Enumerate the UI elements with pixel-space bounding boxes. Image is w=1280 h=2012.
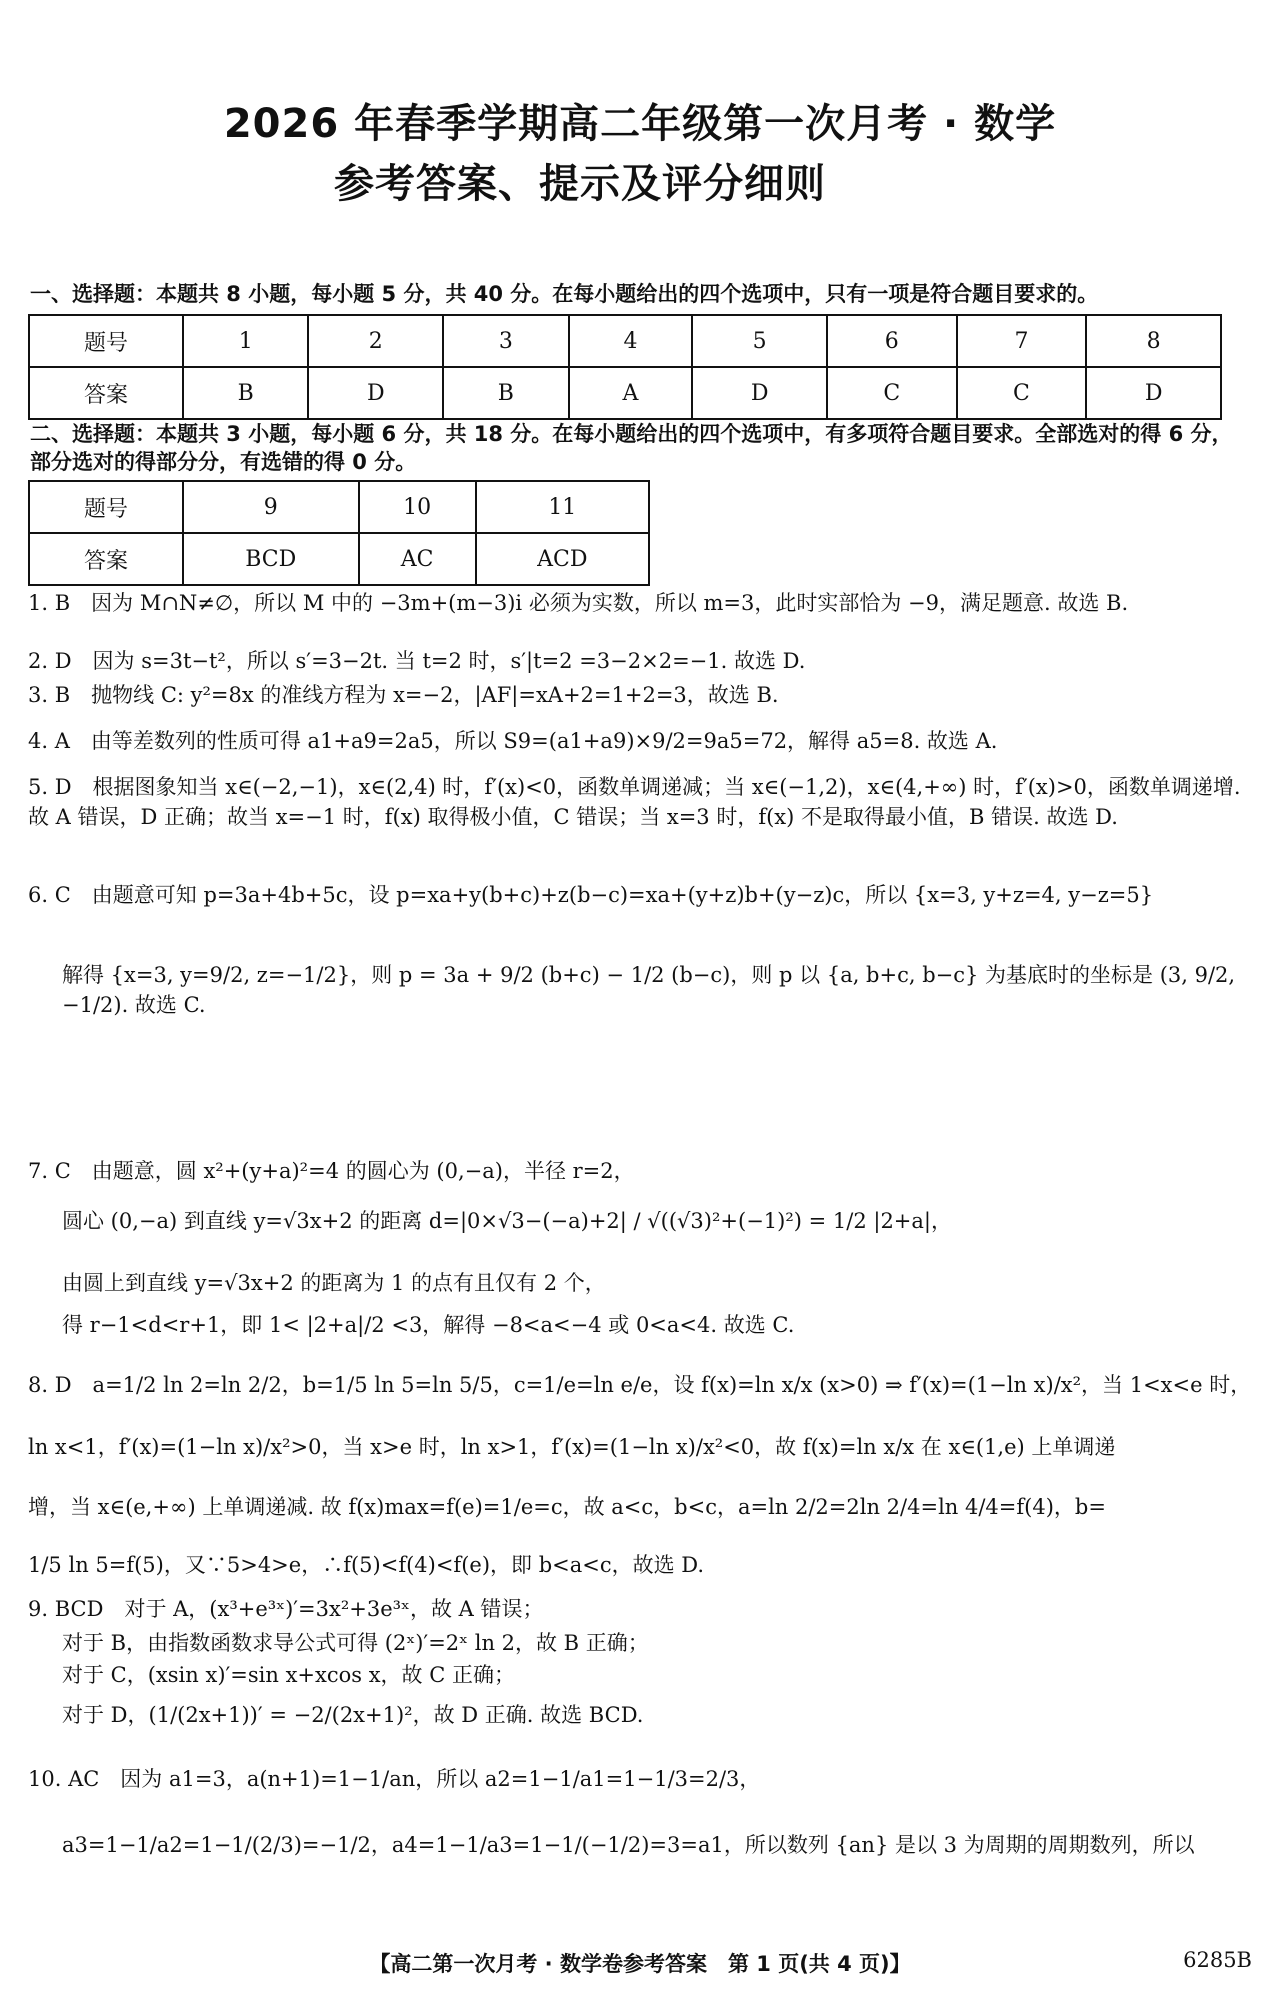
table-cell: C	[957, 367, 1087, 419]
page-footer: 【高二第一次月考 · 数学卷参考答案 第 1 页(共 4 页)】	[369, 1952, 911, 1976]
answer-3: 3. B 抛物线 C: y²=8x 的准线方程为 x=−2，|AF|=xA+2=1+2=3，故选 B.	[28, 683, 779, 707]
table-row	[29, 367, 1221, 419]
page-title: 2026 年春季学期高二年级第一次月考 · 数学	[223, 101, 1057, 147]
table-cell: 1	[183, 315, 308, 367]
table-cell: C	[827, 367, 957, 419]
table-row	[29, 481, 649, 533]
table-cell: 6	[827, 315, 957, 367]
table-cell: B	[443, 367, 568, 419]
paper-code: 6285B	[1183, 1948, 1252, 1972]
answer-9-line-3: 对于 C，(xsin x)′=sin x+xcos x，故 C 正确；	[62, 1663, 515, 1687]
answer-table-1	[28, 314, 1222, 420]
table-cell: 10	[359, 481, 476, 533]
answer-9: 9. BCD 对于 A，(x³+e³ˣ)′=3x²+3e³ˣ，故 A 错误；	[28, 1597, 544, 1621]
table-cell: 题号	[29, 481, 183, 533]
table-cell: D	[308, 367, 443, 419]
table-cell: ACD	[476, 533, 649, 585]
answer-table-2	[28, 480, 650, 586]
table-cell: 2	[308, 315, 443, 367]
answer-7: 7. C 由题意，圆 x²+(y+a)²=4 的圆心为 (0,−a)，半径 r=2，	[28, 1159, 635, 1183]
table-cell: A	[569, 367, 693, 419]
table-cell: 3	[443, 315, 568, 367]
answer-7-line-4: 得 r−1<d<r+1，即 1< |2+a|/2 <3，解得 −8<a<−4 或 0<a<4. 故选 C.	[62, 1313, 795, 1337]
table-cell: BCD	[183, 533, 359, 585]
answer-10: 10. AC 因为 a1=3，a(n+1)=1−1/an，所以 a2=1−1/a1=1−1/3=2/3，	[28, 1767, 761, 1791]
answer-7-line-3: 由圆上到直线 y=√3x+2 的距离为 1 的点有且仅有 2 个，	[62, 1271, 606, 1295]
page-subtitle: 参考答案、提示及评分细则	[334, 161, 826, 207]
answer-1: 1. B 因为 M∩N≠∅，所以 M 中的 −3m+(m−3)i 必须为实数，所以 m=3，此时实部恰为 −9，满足题意. 故选 B.	[28, 591, 1129, 615]
answer-5: 5. D 根据图象知当 x∈(−2,−1)，x∈(2,4) 时，f′(x)<0，函数单调递减；当 x∈(−1,2)，x∈(4,+∞) 时，f′(x)>0，函数单调递增. 故 A 错误，D 正确；故当 x=−1 时，f(x) 取得极小值，C 错误；当 x=3 时，f(x) 不是取得最小值，B 错误. 故选 D.	[28, 775, 1241, 829]
table-cell: 9	[183, 481, 359, 533]
table-cell: 5	[692, 315, 827, 367]
table-cell: 8	[1086, 315, 1221, 367]
answer-9-line-4: 对于 D，(1/(2x+1))′ = −2/(2x+1)²，故 D 正确. 故选 BCD.	[62, 1703, 644, 1727]
table-cell: 11	[476, 481, 649, 533]
answer-10-line-2: a3=1−1/a2=1−1/(2/3)=−1/2，a4=1−1/a3=1−1/(−1/2)=3=a1，所以数列 {an} 是以 3 为周期的周期数列，所以	[62, 1833, 1195, 1857]
table-cell: 答案	[29, 533, 183, 585]
answer-6-solution: 解得 {x=3, y=9/2, z=−1/2}，则 p = 3a + 9/2 (b+c) − 1/2 (b−c)，则 p 以 {a, b+c, b−c} 为基底时的坐标是 (3, 9/2, −1/2). 故选 C.	[62, 963, 1236, 1017]
table-cell: B	[183, 367, 308, 419]
answer-4: 4. A 由等差数列的性质可得 a1+a9=2a5，所以 S9=(a1+a9)×9/2=9a5=72，解得 a5=8. 故选 A.	[28, 729, 998, 753]
table-row	[29, 315, 1221, 367]
table-cell: 4	[569, 315, 693, 367]
answer-8: 8. D a=1/2 ln 2=ln 2/2，b=1/5 ln 5=ln 5/5，c=1/e=ln e/e，设 f(x)=ln x/x (x>0) ⇒ f′(x)=(1−ln x)/x²，当 1<x<e 时，	[28, 1373, 1252, 1397]
answer-2: 2. D 因为 s=3t−t²，所以 s′=3−2t. 当 t=2 时，s′|t=2 =3−2×2=−1. 故选 D.	[28, 649, 806, 673]
answer-7-line-2: 圆心 (0,−a) 到直线 y=√3x+2 的距离 d=|0×√3−(−a)+2| / √((√3)²+(−1)²) = 1/2 |2+a|，	[62, 1209, 952, 1233]
answer-8-line-3: 增，当 x∈(e,+∞) 上单调递减. 故 f(x)max=f(e)=1/e=c，故 a<c，b<c，a=ln 2/2=2ln 2/4=ln 4/4=f(4)，b=	[28, 1495, 1106, 1519]
answer-6: 6. C 由题意可知 p=3a+4b+5c，设 p=xa+y(b+c)+z(b−c)=xa+(y+z)b+(y−z)c，所以 {x=3, y+z=4, y−z=5}	[28, 883, 1154, 907]
section-2-heading: 二、选择题：本题共 3 小题，每小题 6 分，共 18 分。在每小题给出的四个选项中，有多项符合题目要求。全部选对的得 6 分，部分选对的得部分分，有选错的得 0 分。	[30, 422, 1233, 474]
table-cell: 答案	[29, 367, 183, 419]
answer-8-line-4: 1/5 ln 5=f(5)，又∵5>4>e，∴f(5)<f(4)<f(e)，即 b<a<c，故选 D.	[28, 1553, 705, 1577]
table-cell: AC	[359, 533, 476, 585]
table-cell: 7	[957, 315, 1087, 367]
answer-9-line-2: 对于 B，由指数函数求导公式可得 (2ˣ)′=2ˣ ln 2，故 B 正确；	[62, 1631, 649, 1655]
section-1-heading: 一、选择题：本题共 8 小题，每小题 5 分，共 40 分。在每小题给出的四个选项中，只有一项是符合题目要求的。	[30, 282, 1099, 306]
table-cell: D	[692, 367, 827, 419]
table-cell: D	[1086, 367, 1221, 419]
table-cell: 题号	[29, 315, 183, 367]
answer-8-line-2: ln x<1，f′(x)=(1−ln x)/x²>0，当 x>e 时，ln x>1，f′(x)=(1−ln x)/x²<0，故 f(x)=ln x/x 在 x∈(1,e) 上单调递	[28, 1435, 1116, 1459]
table-row	[29, 533, 649, 585]
